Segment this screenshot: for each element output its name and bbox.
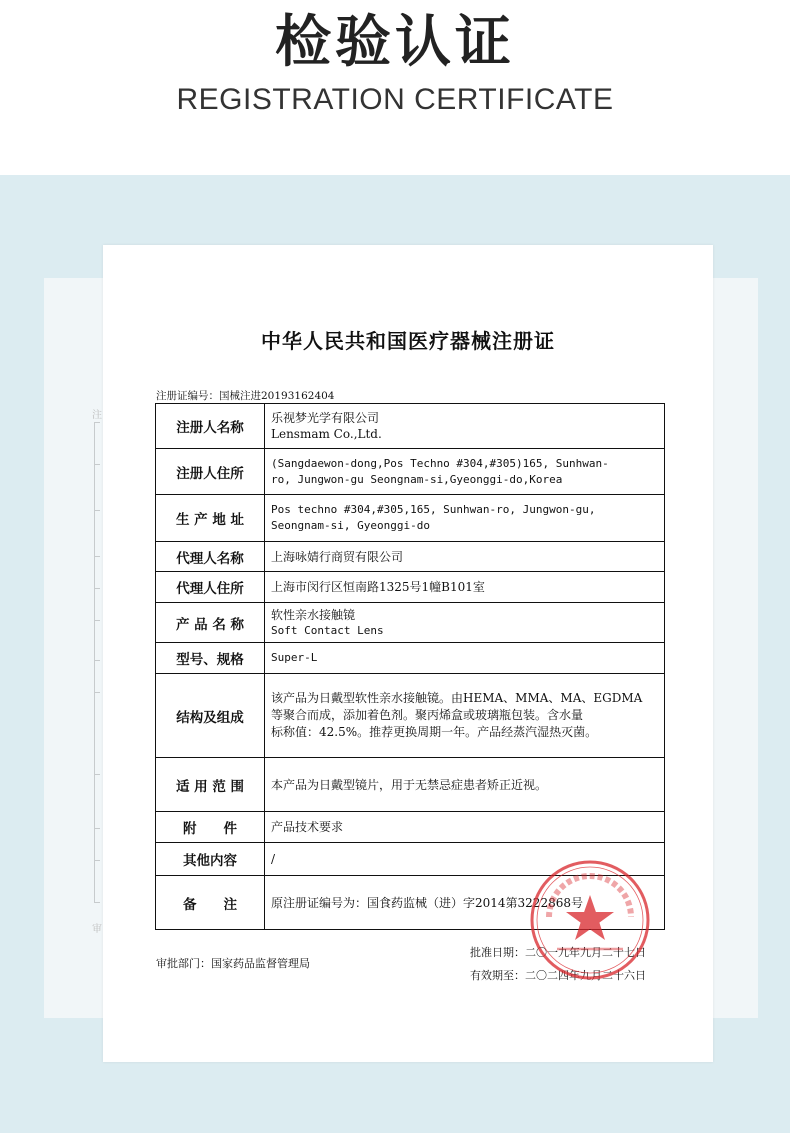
table-row [156, 674, 665, 758]
certificate-document [103, 245, 713, 1062]
field-label: 注册人名称 [156, 404, 265, 449]
field-value: 上海市闵行区恒南路1325号1幢B101室 [265, 572, 665, 603]
table-row [156, 603, 665, 643]
back-sheet-tick [94, 422, 100, 423]
field-value: / [265, 843, 665, 876]
field-value-line: 标称值：42.5%。推荐更换周期一年。产品经蒸汽湿热灭菌。 [271, 725, 598, 739]
field-label: 代理人名称 [156, 542, 265, 572]
page-title: 检验认证 [275, 10, 515, 75]
field-value: 原注册证编号为：国食药监械（进）字2014第3222868号 [265, 876, 665, 930]
seal-star [566, 895, 614, 940]
approval-date: 批准日期：二〇一九年九月二十七日 [470, 946, 646, 959]
field-label: 附 件 [156, 812, 265, 843]
field-label: 结构及组成 [156, 674, 265, 758]
field-value-line: Seongnam-si, Gyeonggi-do [271, 519, 430, 532]
back-sheet-tick [94, 464, 100, 465]
field-label: 适 用 范 围 [156, 758, 265, 812]
official-seal-icon [527, 857, 653, 983]
table-row [156, 404, 665, 449]
field-value-line: (Sangdaewon-dong,Pos Techno #304,#305)165, Sunhwan- [271, 456, 609, 470]
back-sheet-label-bottom: 审 [92, 924, 102, 935]
validity-date: 有效期至：二〇二四年九月二十六日 [470, 969, 646, 982]
field-value-line: Lensmam Co.,Ltd. [271, 427, 382, 441]
seal-graphic [532, 862, 648, 978]
table-row [156, 572, 665, 603]
certificate-table [155, 403, 665, 930]
table-row [156, 643, 665, 674]
field-value-line: 该产品为日戴型软性亲水接触镜。由HEMA、MMA、MA、EGDMA [271, 691, 643, 705]
field-value: 产品技术要求 [265, 812, 665, 843]
registration-number: 注册证编号：国械注进20193162404 [156, 390, 335, 402]
table-row [156, 758, 665, 812]
field-value-line: Pos techno #304,#305,165, Sunhwan-ro, Jungwon-gu, [271, 503, 596, 516]
field-value-line: 软性亲水接触镜 [271, 607, 356, 622]
table-row [156, 449, 665, 495]
back-sheet-tick [94, 828, 100, 829]
field-label: 产 品 名 称 [156, 603, 265, 643]
field-label: 备 注 [156, 876, 265, 930]
field-value [265, 495, 665, 542]
table-row [156, 495, 665, 542]
back-sheet-tick [94, 588, 100, 589]
back-sheet-tick [94, 902, 100, 903]
field-label: 其他内容 [156, 843, 265, 876]
field-value-line: 等聚合而成，添加着色剂。聚丙烯盒或玻璃瓶包装。含水量 [271, 708, 584, 722]
table-row [156, 812, 665, 843]
field-value-line: 乐视梦光学有限公司 [271, 411, 380, 425]
back-sheet-rule [94, 422, 95, 902]
back-sheet-tick [94, 510, 100, 511]
field-label: 型号、规格 [156, 643, 265, 674]
back-sheet-tick [94, 860, 100, 861]
back-sheet-tick [94, 620, 100, 621]
table-row [156, 542, 665, 572]
approval-department: 审批部门：国家药品监督管理局 [156, 957, 310, 970]
page-header [0, 0, 790, 175]
field-value [265, 449, 665, 495]
field-label: 注册人住所 [156, 449, 265, 495]
page-subtitle: REGISTRATION CERTIFICATE [176, 83, 614, 116]
field-value-line: ro, Jungwon-gu Seongnam-si,Gyeonggi-do,Korea [271, 472, 563, 486]
certificate-title: 中华人民共和国医疗器械注册证 [261, 329, 555, 353]
field-label: 生 产 地 址 [156, 495, 265, 542]
back-sheet-label-top: 注 [92, 410, 102, 421]
field-value: 本产品为日戴型镜片，用于无禁忌症患者矫正近视。 [265, 758, 665, 812]
field-value [265, 674, 665, 758]
back-sheet-tick [94, 692, 100, 693]
field-value [265, 404, 665, 449]
back-sheet-tick [94, 774, 100, 775]
back-sheet-tick [94, 556, 100, 557]
field-value: Super-L [265, 643, 665, 674]
field-value-line: Soft Contact Lens [271, 623, 384, 637]
field-value [265, 603, 665, 643]
back-sheet-tick [94, 660, 100, 661]
field-value: 上海咏婧行商贸有限公司 [265, 542, 665, 572]
field-label: 代理人住所 [156, 572, 265, 603]
